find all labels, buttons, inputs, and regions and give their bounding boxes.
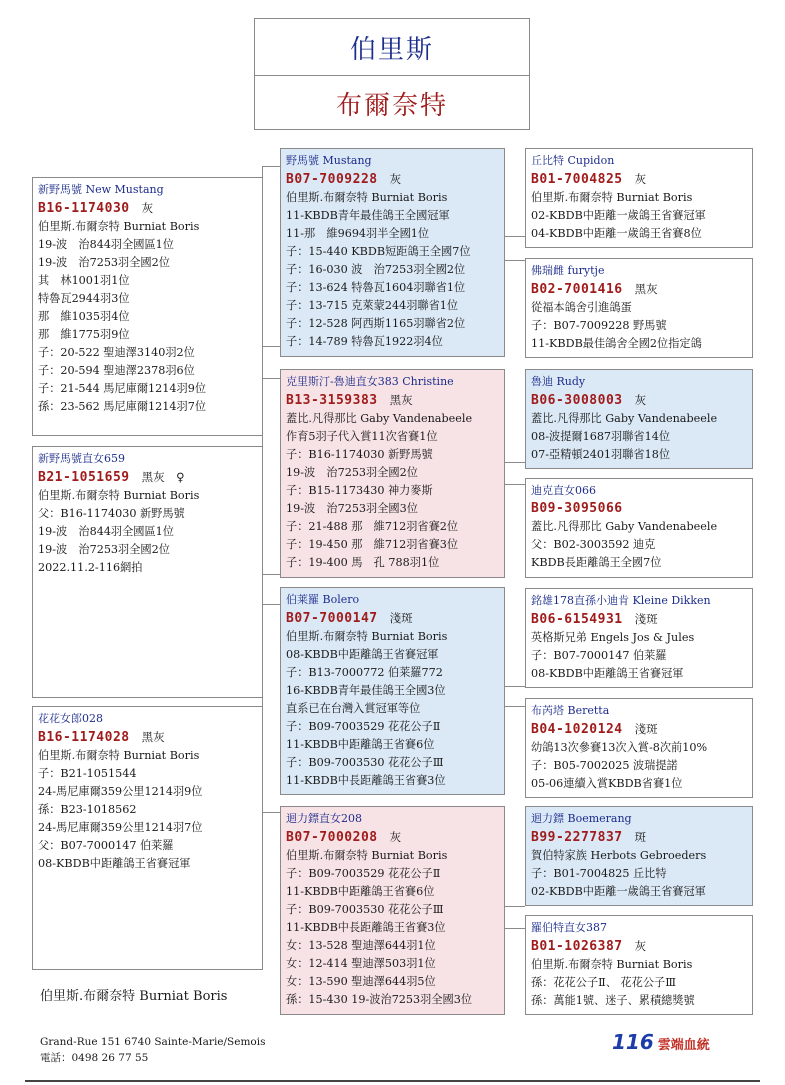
record-line: 女：13-590 聖迪澤644羽5位 [286, 975, 436, 988]
record-line: 孫：15-430 19-波治7253羽全國3位 [286, 993, 473, 1006]
record-line: 19-波 治7253羽全國2位 [286, 466, 418, 479]
pigeon-name: 丘比特 Cupidon [531, 154, 615, 167]
pedigree-card-g1 [525, 148, 753, 248]
record-line: 16-KBDB青年最佳鴿王全國3位 [286, 684, 446, 697]
record-line: 子：20-522 聖迪澤3140羽2位 [38, 346, 195, 359]
pedigree-card-subject [32, 177, 263, 436]
connector-line [504, 236, 525, 237]
pigeon-name: 迴力鏢直女208 [286, 812, 362, 825]
record-line: 子：B07-7000147 伯莱羅 [531, 649, 667, 662]
pigeon-name: 銘雄178直孫小迪肯 Kleine Dikken [531, 594, 711, 607]
record-line: 02-KBDB中距離一歲鴿王省賽冠軍 [531, 209, 706, 222]
record-line: 女：12-414 聖迪澤503羽1位 [286, 957, 436, 970]
record-line: 孫：B23-1018562 [38, 803, 137, 816]
record-line: 19-波 治7253羽全國3位 [286, 502, 418, 515]
pigeon-name: 新野馬號 New Mustang [38, 183, 164, 196]
plumage-color: 灰 [634, 939, 647, 953]
record-line: 11-KBDB最佳鴿舍全國2位指定鴿 [531, 337, 702, 350]
record-line: 幼鴿13次參賽13次入賞-8次前10% [531, 741, 708, 754]
record-line: 11-那 維9694羽半全國1位 [286, 227, 430, 240]
record-line: 蓋比.凡得那比 Gaby Vandenabeele [531, 520, 718, 533]
record-line: 蓋比.凡得那比 Gaby Vandenabeele [286, 412, 473, 425]
pedigree-card-g7 [525, 806, 753, 906]
pedigree-card-g8 [525, 915, 753, 1015]
record-line: 蓋比.凡得那比 Gaby Vandenabeele [531, 412, 718, 425]
ring-number: B01-1026387 [531, 939, 623, 954]
record-line: 英格斯兄弟 Engels Jos & Jules [531, 631, 695, 644]
record-line: 11-KBDB中長距離鴿王省賽3位 [286, 774, 446, 787]
record-line: 子：21-488 那 維712羽省賽2位 [286, 520, 459, 533]
plumage-color: 斑 [634, 830, 647, 844]
plumage-color: 黑灰 [389, 393, 413, 407]
bottom-divider [25, 1080, 760, 1082]
pigeon-name: 花花女郎028 [38, 712, 103, 725]
owner-first-name: 伯里斯 [255, 19, 529, 76]
record-line: 04-KBDB中距離一歲鴿王省賽8位 [531, 227, 702, 240]
record-line: 直系已在台灣入賞冠軍等位 [286, 702, 421, 715]
record-line: 子：13-715 克萊蒙244羽聯省1位 [286, 299, 459, 312]
plumage-color: 淺斑 [634, 722, 658, 736]
record-line: 08-KBDB中距離鴿王省賽冠軍 [531, 667, 684, 680]
pedigree-card-sire-sire [280, 148, 505, 357]
ring-number: B06-3008003 [531, 393, 623, 408]
pigeon-name: 迪克直女066 [531, 484, 596, 497]
record-line: 子：B09-7003529 花花公子Ⅱ [286, 720, 441, 733]
header-title-box [254, 18, 530, 130]
record-line: 07-亞精頓2401羽聯省18位 [531, 448, 671, 461]
pedigree-card-subject2 [32, 446, 263, 698]
record-line: 子：B13-7000772 伯莱羅772 [286, 666, 443, 679]
record-line: 子：B09-7003530 花花公子Ⅲ [286, 903, 444, 916]
record-line: 子：13-624 特魯瓦1604羽聯省1位 [286, 281, 466, 294]
record-line: KBDB長距離鴿王全國7位 [531, 556, 662, 569]
record-line: 賀伯特家族 Herbots Gebroeders [531, 849, 707, 862]
record-line: 05-06連續入賞KBDB省賽1位 [531, 777, 683, 790]
pigeon-name: 伯莱羅 Bolero [286, 593, 360, 606]
record-line: 子：19-400 馬 孔 788羽1位 [286, 556, 440, 569]
record-line: 11-KBDB中距離鴿王省賽6位 [286, 885, 435, 898]
record-line: 伯里斯.布爾奈特 Burniat Boris [286, 849, 448, 862]
plumage-color: 灰 [634, 393, 647, 407]
connector-line [504, 686, 525, 687]
record-line: 24-馬尼庫爾359公里1214羽9位 [38, 785, 203, 798]
plumage-color: 淺斑 [634, 612, 658, 626]
record-line: 孫：萬能1號、迷子、累積總獎號 [531, 994, 695, 1007]
plumage-color: 灰 [141, 201, 154, 215]
record-line: 08-KBDB中距離鴿王省賽冠軍 [38, 857, 191, 870]
record-line: 父：B16-1174030 新野馬號 [38, 507, 185, 520]
pedigree-card-g4 [525, 478, 753, 578]
record-line: 那 維1775羽9位 [38, 328, 130, 341]
owner-last-name: 布爾奈特 [335, 91, 448, 121]
connector-line [262, 812, 280, 813]
ring-number: B99-2277837 [531, 830, 623, 845]
pedigree-card-g6 [525, 698, 753, 798]
connector-line [504, 260, 525, 261]
record-line: 伯里斯.布爾奈特 Burniat Boris [38, 220, 200, 233]
connector-line [262, 346, 280, 347]
record-line: 伯里斯.布爾奈特 Burniat Boris [531, 191, 693, 204]
pigeon-name: 克里斯汀-魯迪直女383 Christine [286, 375, 454, 388]
pigeon-name: 布芮塔 Beretta [531, 704, 610, 717]
ring-number: B01-7004825 [531, 172, 623, 187]
record-line: 24-馬尼庫爾359公里1214羽7位 [38, 821, 203, 834]
record-line: 子：B09-7003530 花花公子Ⅲ [286, 756, 444, 769]
pigeon-name: 迴力鏢 Boemerang [531, 812, 632, 825]
pigeon-name: 羅伯特直女387 [531, 921, 607, 934]
footer-address: Grand-Rue 151 6740 Sainte-Marie/Semois [40, 1036, 266, 1048]
ring-number: B16-1174028 [38, 730, 130, 745]
pigeon-name: 佛瑞雌 furytje [531, 264, 605, 277]
record-line: 子：19-450 那 維712羽省賽3位 [286, 538, 459, 551]
record-line: 子：B05-7002025 波瑞提諾 [531, 759, 678, 772]
connector-line [504, 462, 525, 463]
plumage-color: 灰 [389, 172, 402, 186]
record-line: 伯里斯.布爾奈特 Burniat Boris [38, 489, 200, 502]
record-line: 子：12-528 阿西斯1165羽聯省2位 [286, 317, 466, 330]
pigeon-name: 新野馬號直女659 [38, 452, 125, 465]
connector-line [504, 906, 525, 907]
record-line: 伯里斯.布爾奈特 Burniat Boris [531, 958, 693, 971]
record-line: 孫：花花公子Ⅱ、 花花公子Ⅲ [531, 976, 677, 989]
pedigree-card-sire-dam [280, 369, 505, 578]
plumage-color: 灰 [389, 830, 402, 844]
record-line: 子：B21-1051544 [38, 767, 137, 780]
connector-line [504, 484, 525, 485]
pedigree-card-dam [32, 706, 263, 970]
record-line: 子：B15-1173430 神力麥斯 [286, 484, 433, 497]
brand-logo [612, 1030, 710, 1054]
record-line: 11-KBDB中長距離鴿王省賽3位 [286, 921, 446, 934]
record-line: 子：14-789 特魯瓦1922羽4位 [286, 335, 443, 348]
connector-line [262, 604, 280, 605]
record-line: 孫：23-562 馬尼庫爾1214羽7位 [38, 400, 207, 413]
pedigree-card-g3 [525, 369, 753, 469]
plumage-color: 黑灰 ♀ [141, 470, 185, 484]
record-line: 子：B01-7004825 丘比特 [531, 867, 667, 880]
record-line: 作育5羽子代入賞11次省賽1位 [286, 430, 438, 443]
logo-number: 116 [612, 1030, 654, 1054]
record-line: 伯里斯.布爾奈特 Burniat Boris [286, 630, 448, 643]
connector-line [504, 706, 525, 707]
pigeon-name: 魯迪 Rudy [531, 375, 586, 388]
record-line: 那 維1035羽4位 [38, 310, 130, 323]
footer-phone: 電話：0498 26 77 55 [40, 1052, 149, 1064]
connector-line [262, 574, 280, 575]
ring-number: B02-7001416 [531, 282, 623, 297]
record-line: 子：B09-7003529 花花公子Ⅱ [286, 867, 441, 880]
connector-line [504, 928, 525, 929]
record-line: 子：16-030 波 治7253羽全國2位 [286, 263, 466, 276]
record-line: 子：B07-7009228 野馬號 [531, 319, 667, 332]
ring-number: B21-1051659 [38, 470, 130, 485]
ring-number: B07-7000208 [286, 830, 378, 845]
record-line: 父：B02-3003592 迪克 [531, 538, 656, 551]
logo-text: 雲端血統 [657, 1038, 710, 1053]
footer-owner-name: 伯里斯.布爾奈特 Burniat Boris [40, 989, 228, 1004]
record-line: 08-波提爾1687羽聯省14位 [531, 430, 671, 443]
record-line: 子：15-440 KBDB短距鴿王全國7位 [286, 245, 471, 258]
ring-number: B06-6154931 [531, 612, 623, 627]
record-line: 子：21-544 馬尼庫爾1214羽9位 [38, 382, 207, 395]
footer-contact [40, 1034, 265, 1066]
connector-line [262, 166, 280, 167]
record-line: 11-KBDB青年最佳鴿王全國冠軍 [286, 209, 450, 222]
ring-number: B09-3095066 [531, 501, 623, 516]
record-line: 2022.11.2-116網拍 [38, 561, 143, 574]
record-line: 02-KBDB中距離一歲鴿王省賽冠軍 [531, 885, 706, 898]
record-line: 從福本鴿舍引進鴿蛋 [531, 301, 632, 314]
ring-number: B13-3159383 [286, 393, 378, 408]
pedigree-card-dam-dam [280, 806, 505, 1015]
ring-number: B07-7009228 [286, 172, 378, 187]
record-line: 19-波 治844羽全國區1位 [38, 238, 174, 251]
plumage-color: 黑灰 [634, 282, 658, 296]
record-line: 父：B07-7000147 伯莱羅 [38, 839, 174, 852]
pedigree-card-dam-sire [280, 587, 505, 795]
record-line: 19-波 治7253羽全國2位 [38, 543, 170, 556]
plumage-color: 黑灰 [141, 730, 165, 744]
connector-line [262, 378, 280, 379]
plumage-color: 灰 [634, 172, 647, 186]
record-line: 子：B16-1174030 新野馬號 [286, 448, 433, 461]
pedigree-card-g2 [525, 258, 753, 358]
pedigree-card-g5 [525, 588, 753, 688]
plumage-color: 淺斑 [389, 611, 413, 625]
record-line: 19-波 治7253羽全國2位 [38, 256, 170, 269]
record-line: 女：13-528 聖迪澤644羽1位 [286, 939, 436, 952]
record-line: 08-KBDB中距離鴿王省賽冠軍 [286, 648, 439, 661]
ring-number: B07-7000147 [286, 611, 378, 626]
record-line: 特魯瓦2944羽3位 [38, 292, 130, 305]
record-line: 伯里斯.布爾奈特 Burniat Boris [286, 191, 448, 204]
record-line: 其 林1001羽1位 [38, 274, 130, 287]
record-line: 子：20-594 聖迪澤2378羽6位 [38, 364, 195, 377]
pigeon-name: 野馬號 Mustang [286, 154, 372, 167]
ring-number: B04-1020124 [531, 722, 623, 737]
record-line: 伯里斯.布爾奈特 Burniat Boris [38, 749, 200, 762]
record-line: 11-KBDB中距離鴿王省賽6位 [286, 738, 435, 751]
ring-number: B16-1174030 [38, 201, 130, 216]
record-line: 19-波 治844羽全國區1位 [38, 525, 174, 538]
